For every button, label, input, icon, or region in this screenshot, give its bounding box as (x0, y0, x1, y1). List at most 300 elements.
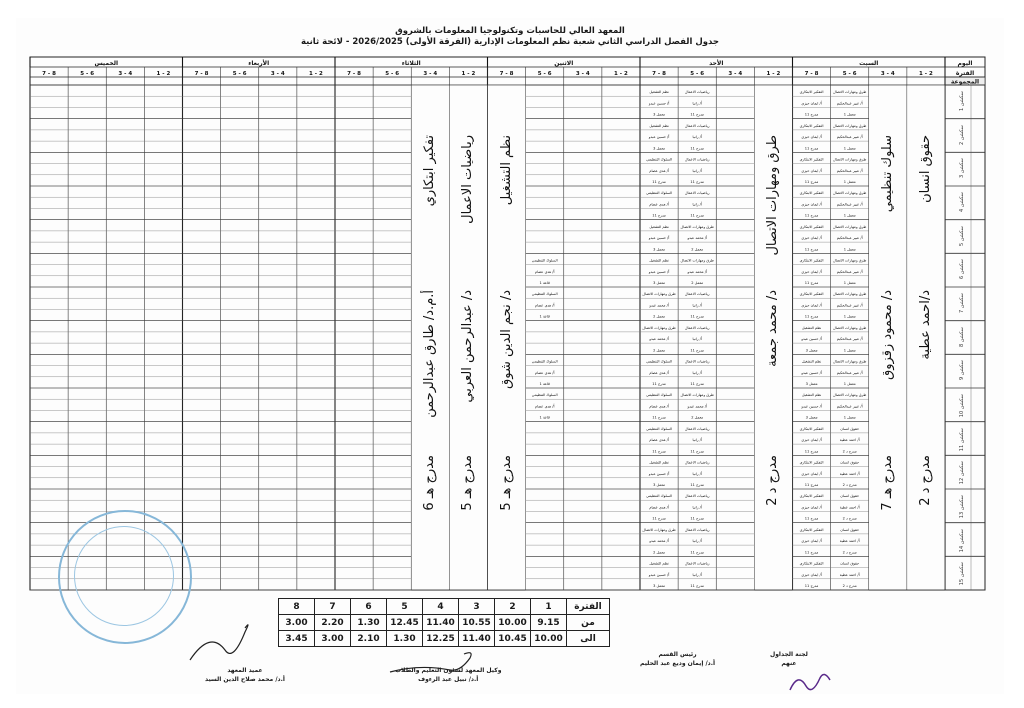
lab-entry-line: حقوق انسان (840, 460, 860, 465)
lecture-course: حقوق انسان (917, 135, 933, 203)
period-range: 4 - 3 (728, 71, 743, 77)
period-range: 4 - 3 (118, 71, 133, 77)
lab-entry-line: معمل 1 (843, 146, 856, 151)
period-range: 8 - 7 (499, 71, 514, 77)
lab-entry-line: رياضيات الاعمال (684, 561, 710, 566)
lab-entry-line: أ/ حسين عبدو (801, 370, 822, 375)
day-name: الثلاثاء (401, 60, 421, 67)
lab-entry-line: التفكير الابتكاري (799, 460, 824, 465)
section-label: سكشن 12 (959, 461, 965, 485)
period-range: 6 - 5 (842, 71, 857, 77)
day-name: السبت (859, 60, 879, 67)
lecture-course: نظم التشغيل (498, 135, 514, 206)
lab-entry-line: السلوك التنظيمي (646, 359, 672, 364)
period-range: 6 - 5 (80, 71, 95, 77)
lab-entry-line: أ/ حسين عبدو (648, 236, 670, 241)
lab-entry-line: نظم التشغيل (649, 561, 669, 566)
lab-entry-line: أ/ هدي عصام (649, 404, 669, 409)
lecture-lecturer: د/ عبدالرحمن العربي (460, 290, 476, 403)
lab-entry-line: أ/ رانيا (692, 168, 702, 173)
lab-entry-line: أ/ رانيا (692, 337, 702, 342)
period-range: 4 - 3 (880, 71, 895, 77)
lab-entry-line: أ/ حسين عبدو (648, 572, 670, 577)
lab-entry-line: أ/ ايمان حيزي (801, 135, 822, 140)
lab-entry-line: أ/ محمد عبدو (687, 236, 707, 241)
section-label: سكشن 13 (959, 495, 965, 519)
period-times-table (278, 598, 610, 647)
lab-entry-line: أ/ حسين عبدو (801, 337, 822, 342)
lab-entry-line: أ/ احمد عطية (839, 572, 860, 577)
lab-entry-line: معمل 3 (805, 382, 818, 386)
times-to-row (279, 631, 610, 647)
lab-entry-line: مدرج 11 (652, 415, 666, 420)
lab-entry-line: أ/ رانيا (692, 202, 702, 207)
signature-title: وكيل المعهد لشئون التعليم والطلاب (395, 667, 502, 674)
lab-entry-line: مدرج 11 (652, 516, 666, 521)
lab-entry-line: مدرج 11 (690, 483, 704, 487)
lab-entry-line: أ/ رانيا (692, 101, 702, 106)
lab-entry-line: معمل 3 (653, 247, 666, 252)
group-label: المجموعة (950, 78, 980, 86)
lab-entry-line: التفكير الابتكاري (799, 90, 824, 95)
section-label: سكشن 11 (959, 427, 965, 451)
lab-entry-line: معمل 1 (843, 112, 856, 117)
lecture-course: طرق ومهارات الاتصال (765, 135, 781, 256)
lecture-room: مدرج هـ 6 (422, 455, 438, 511)
lab-entry-line: طرق ومهارات الاتصال (833, 224, 867, 229)
lab-entry-line: أ/ ايمان حيزي (801, 101, 822, 106)
section-label: سكشن 6 (959, 259, 965, 280)
times-period: 5 (387, 599, 423, 615)
lab-entry-line: مدرج 11 (690, 550, 704, 555)
lab-entry-line: أ/ هدي عصام (534, 303, 555, 308)
lab-entry-line: رياضيات الاعمال (684, 460, 710, 465)
lab-entry-line: أ/ رانيا (692, 572, 702, 577)
lecture-lecturer: د/ محمود زقزوق (879, 290, 895, 380)
time-from: 2.20 (315, 615, 351, 631)
lecture-room: مدرج هـ 5 (460, 455, 476, 511)
period-range: 6 - 5 (385, 71, 400, 77)
lab-entry-line: قاعة 1 (539, 382, 550, 386)
section-label: سكشن 14 (959, 528, 965, 552)
lab-entry-line: التفكير الابتكاري (799, 123, 824, 128)
lab-entry-line: أ/ عبير عبدالحكيم (836, 168, 863, 173)
lab-entry-line: طرق ومهارات الاتصال (833, 191, 867, 196)
lab-entry-line: أ/ احمد عطية (839, 471, 860, 476)
section-label: سكشن 3 (959, 158, 965, 179)
lab-entry-line: أ/ رانيا (692, 370, 702, 375)
lecture-lecturer: د/ نجم الدين شوق (498, 290, 514, 389)
times-period: 1 (531, 599, 567, 615)
lab-entry-line: أ/ ايمان حيزي (801, 505, 822, 510)
times-from-row (279, 615, 610, 631)
signature-name: عنهم (781, 660, 797, 667)
lab-entry-line: أ/ رانيا (692, 303, 702, 308)
lab-entry-line: أ/ حسين عبدو (648, 135, 670, 140)
lab-entry-line: أ/ رانيا (692, 135, 702, 140)
section-label: سكشن 4 (959, 192, 965, 212)
lab-entry-line: مدرج 11 (652, 213, 666, 218)
signature-dean (205, 666, 285, 684)
time-to: 3.00 (315, 631, 351, 647)
day-name: الخميس (94, 60, 119, 67)
lab-entry-line: معمل 1 (843, 180, 856, 184)
lab-entry-line: أ/ هدي عصام (649, 505, 669, 510)
lab-entry-line: معمل 1 (843, 314, 856, 319)
lab-entry-line: طرق ومهارات الاتصال (642, 325, 676, 330)
section-label: سكشن 5 (959, 225, 965, 246)
lab-entry-line: مدرج د 2 (842, 483, 857, 487)
time-from: 3.00 (279, 615, 315, 631)
lab-entry-line: السلوك التنظيمي (531, 258, 558, 263)
period-range: 2 - 1 (156, 71, 171, 77)
section-label: سكشن 1 (959, 91, 965, 111)
lab-entry-line: التفكير الابتكاري (799, 561, 824, 566)
lab-entry-line: أ/ ايمان حيزي (801, 303, 822, 308)
lab-entry-line: رياضيات الاعمال (684, 191, 710, 196)
lab-entry-line: مدرج 11 (804, 213, 819, 218)
lab-entry-line: أ/ ايمان حيزي (801, 269, 822, 274)
times-period: 8 (279, 599, 315, 615)
period-range: 2 - 1 (919, 71, 933, 77)
lab-entry-line: قاعة 1 (539, 314, 550, 319)
signature-title: رئيس القسم (658, 651, 697, 658)
lab-entry-line: مدرج د 2 (842, 550, 857, 555)
period-range: 2 - 1 (309, 71, 323, 77)
lab-entry-line: أ/ ايمان حيزي (801, 438, 822, 443)
lab-entry-line: أ/ محمد عبدو (687, 404, 707, 409)
period-label: الفترة (955, 70, 975, 77)
times-header-row (279, 599, 610, 615)
lab-entry-line: أ/ عبير عبدالحكيم (836, 370, 863, 375)
lab-entry-line: أ/ رانيا (692, 539, 702, 544)
lab-entry-line: مدرج 11 (690, 382, 704, 386)
lab-entry-line: حقوق انسان (840, 561, 860, 566)
lab-entry-line: أ/ عبير عبدالحكيم (836, 135, 863, 140)
lab-entry-line: مدرج 11 (652, 449, 666, 454)
lab-entry-line: مدرج 11 (690, 146, 704, 151)
lab-entry-line: السلوك التنظيمي (646, 494, 672, 499)
times-period-label: الفترة (567, 599, 610, 615)
lab-entry-line: التفكير الابتكاري (799, 527, 824, 532)
lab-entry-line: حقوق انسان (840, 527, 860, 532)
lab-entry-line: مدرج د 2 (842, 449, 857, 454)
period-range: 4 - 3 (423, 71, 438, 77)
times-period: 4 (423, 599, 459, 615)
lab-entry-line: مدرج 11 (690, 449, 704, 454)
lab-entry-line: مدرج 11 (690, 348, 704, 353)
lab-entry-line: رياضيات الاعمال (684, 359, 710, 364)
lab-entry-line: أ/ حسين عبدو (648, 471, 670, 476)
lab-entry-line: أ/ ايمان حيزي (801, 539, 822, 544)
section-label: سكشن 15 (959, 562, 965, 586)
lab-entry-line: مدرج 11 (690, 180, 704, 184)
lab-entry-line: طرق ومهارات الاتصال (833, 90, 867, 95)
lab-entry-line: معمل 1 (843, 281, 856, 285)
lecture-room: مدرج د 2 (765, 455, 781, 506)
lab-entry-line: أ/ احمد عطية (839, 438, 860, 443)
lab-entry-line: طرق ومهارات الاتصال (642, 292, 676, 297)
lab-entry-line: أ/ هدي عصام (649, 370, 669, 375)
lab-entry-line: أ/ هدي عصام (534, 269, 555, 274)
lab-entry-line: حقوق انسان (840, 494, 860, 499)
lab-entry-line: التفكير الابتكاري (799, 292, 824, 297)
lab-entry-line: نظم التشغيل (801, 325, 822, 330)
lab-entry-line: معمل 2 (691, 281, 704, 285)
lab-entry-line: التفكير الابتكاري (799, 191, 824, 196)
lab-entry-line: طرق ومهارات الاتصال (833, 123, 867, 128)
lab-entry-line: أ/ رانيا (692, 438, 702, 443)
institute-name: المعهد العالي للحاسبات وتكنولوجيا المعلومات بالشروق (395, 26, 625, 36)
time-to: 11.40 (459, 631, 495, 647)
lab-entry-line: معمل 1 (843, 213, 856, 218)
times-period: 7 (315, 599, 351, 615)
lecture-course: سلوك تنظيمي (879, 135, 895, 213)
lab-entry-line: رياضيات الاعمال (684, 292, 710, 297)
lab-entry-line: معمل 1 (843, 247, 856, 252)
times-period: 6 (351, 599, 387, 615)
section-label: سكشن 10 (959, 394, 965, 418)
lab-entry-line: معمل 1 (843, 348, 856, 353)
time-to: 10.00 (531, 631, 567, 647)
lab-entry-line: رياضيات الاعمال (684, 90, 710, 95)
time-from: 1.30 (351, 615, 387, 631)
lab-entry-line: مدرج 11 (804, 449, 819, 454)
lab-entry-line: طرق ومهارات الاتصال (833, 359, 867, 364)
lab-entry-line: نظم التشغيل (801, 393, 822, 398)
times-period: 3 (459, 599, 495, 615)
time-to: 10.45 (495, 631, 531, 647)
lab-entry-line: أ/ احمد عطية (839, 539, 860, 544)
lab-entry-line: نظم التشغيل (649, 460, 669, 465)
lecture-lecturer: د/احمد عطية (917, 290, 933, 360)
period-range: 8 - 7 (347, 71, 361, 77)
period-range: 8 - 7 (194, 71, 209, 77)
lab-entry-line: أ/ عبير عبدالحكيم (836, 269, 863, 274)
day-name: الاثنين (554, 60, 574, 67)
lab-entry-line: مدرج د 2 (842, 584, 857, 588)
lecture-room: مدرج هـ 7 (879, 455, 895, 511)
lab-entry-line: أ/ ايمان حيزي (801, 471, 822, 476)
lab-entry-line: قاعة 1 (539, 415, 550, 420)
schedule-title: جدول الفصل الدراسي الثاني شعبة نظم المعلومات الإدارية (الفرقة الأولى) 2026/2025 - لائحة ثانية (300, 37, 720, 47)
lab-entry-line: أ/ حسين عبدو (801, 404, 822, 409)
lecture-room: مدرج هـ 5 (498, 455, 514, 511)
lab-entry-line: مدرج 11 (804, 247, 819, 252)
time-from: 11.40 (423, 615, 459, 631)
day-name: الأحد (709, 60, 724, 67)
period-range: 2 - 1 (614, 71, 628, 77)
period-range: 8 - 7 (42, 71, 56, 77)
lab-entry-line: معمل 3 (653, 146, 666, 151)
signature-committee (770, 650, 808, 668)
lab-entry-line: أ/ هدي عصام (649, 438, 669, 443)
lab-entry-line: معمل 2 (691, 247, 704, 252)
lab-entry-line: نظم التشغيل (801, 359, 822, 364)
lab-entry-line: طرق ومهارات الاتصال (833, 292, 867, 297)
lab-entry-line: أ/ محمد عبدو (649, 303, 669, 308)
day-label: اليوم (957, 60, 973, 67)
day-name: الأربعاء (248, 60, 270, 67)
lab-entry-line: رياضيات الاعمال (684, 157, 710, 162)
section-label: سكشن 8 (959, 326, 965, 347)
lab-entry-line: مدرج 11 (652, 382, 666, 386)
period-range: 8 - 7 (804, 71, 819, 77)
lab-entry-line: مدرج 11 (804, 550, 819, 555)
time-from: 9.15 (531, 615, 567, 631)
signature-name: أ.د/ نبيل عبد الرءوف (418, 676, 479, 683)
lab-entry-line: السلوك التنظيمي (531, 292, 558, 297)
lab-entry-line: طرق ومهارات الاتصال (833, 393, 867, 398)
lab-entry-line: أ/ ايمان حيزي (801, 236, 822, 241)
lab-entry-line: رياضيات الاعمال (684, 426, 710, 431)
signature-dept-head (640, 650, 715, 668)
lab-entry-line: أ/ محمد عبدو (649, 539, 669, 544)
lab-entry-line: السلوك التنظيمي (646, 191, 672, 196)
lab-entry-line: التفكير الابتكاري (799, 224, 824, 229)
lab-entry-line: أ/ هدي عصام (649, 202, 669, 207)
lab-entry-line: معمل 2 (653, 348, 666, 353)
lab-entry-line: طرق ومهارات الاتصال (680, 258, 714, 263)
lab-entry-line: أ/ عبير عبدالحكيم (836, 101, 863, 106)
lab-entry-line: مدرج 11 (804, 281, 819, 285)
lab-entry-line: أ/ محمد عبدو (687, 269, 707, 274)
lab-entry-line: أ/ ايمان حيزي (801, 168, 822, 173)
lab-entry-line: نظم التشغيل (649, 224, 669, 229)
lab-entry-line: السلوك التنظيمي (646, 426, 672, 431)
lab-entry-line: مدرج 11 (804, 584, 819, 588)
lab-entry-line: السلوك التنظيمي (646, 157, 672, 162)
lab-entry-line: معمل 3 (805, 415, 818, 420)
lab-entry-line: مدرج 11 (804, 146, 819, 151)
period-range: 2 - 1 (766, 71, 781, 77)
period-range: 6 - 5 (537, 71, 552, 77)
lab-entry-line: مدرج 11 (690, 213, 704, 218)
lab-entry-line: رياضيات الاعمال (684, 325, 710, 330)
signature-name: أ.د/ محمد صلاح الدين السيد (205, 676, 285, 683)
lab-entry-line: رياضيات الاعمال (684, 527, 710, 532)
lab-entry-line: مدرج 11 (652, 180, 666, 184)
time-to: 3.45 (279, 631, 315, 647)
lab-entry-line: مدرج 11 (690, 516, 704, 521)
period-range: 6 - 5 (232, 71, 247, 77)
lab-entry-line: مدرج 11 (804, 314, 819, 319)
lab-entry-line: معمل 1 (843, 382, 856, 386)
lab-entry-line: أ/ عبير عبدالحكيم (836, 202, 863, 207)
lab-entry-line: التفكير الابتكاري (799, 258, 824, 263)
lab-entry-line: مدرج 11 (690, 584, 704, 588)
signature-title: عميد المعهد (227, 667, 263, 674)
lab-entry-line: مدرج 11 (690, 112, 704, 117)
lab-entry-line: التفكير الابتكاري (799, 426, 824, 431)
lab-entry-line: طرق ومهارات الاتصال (680, 224, 714, 229)
lab-entry-line: مدرج 11 (804, 516, 819, 521)
period-range: 4 - 3 (575, 71, 590, 77)
lab-entry-line: أ/ احمد عطية (839, 505, 860, 510)
section-label: سكشن 2 (959, 124, 965, 145)
period-range: 8 - 7 (652, 71, 666, 77)
lab-entry-line: مدرج 11 (804, 180, 819, 184)
lab-entry-line: معمل 2 (653, 550, 666, 555)
time-to: 12.25 (423, 631, 459, 647)
lecture-room: مدرج د 2 (917, 455, 933, 506)
lab-entry-line: مدرج 11 (804, 483, 819, 487)
lab-entry-line: التفكير الابتكاري (799, 494, 824, 499)
section-label: سكشن 7 (959, 293, 965, 313)
lab-entry-line: معمل 3 (653, 112, 666, 117)
lab-entry-line: معمل 2 (653, 314, 666, 319)
lab-entry-line: معمل 2 (691, 415, 704, 420)
lab-entry-line: معمل 3 (653, 483, 666, 487)
lab-entry-line: طرق ومهارات الاتصال (833, 325, 867, 330)
institute-stamp (58, 510, 192, 644)
lab-entry-line: طرق ومهارات الاتصال (642, 527, 676, 532)
lab-entry-line: أ/ محمد عبدو (649, 337, 669, 342)
time-from: 10.55 (459, 615, 495, 631)
lab-entry-line: أ/ عبير عبدالحكيم (836, 404, 863, 409)
lab-entry-line: أ/ عبير عبدالحكيم (836, 337, 863, 342)
period-range: 4 - 3 (270, 71, 285, 77)
lab-entry-line: رياضيات الاعمال (684, 123, 710, 128)
signature-title: لجنة الجداول (770, 651, 808, 658)
lecture-course: تفكير ابتكاري (422, 135, 438, 207)
lab-entry-line: قاعة 1 (539, 281, 550, 285)
lab-entry-line: طرق ومهارات الاتصال (833, 157, 867, 162)
lab-entry-line: التفكير الابتكاري (799, 157, 824, 162)
lecture-course: رياضيات الاعمال (460, 135, 476, 224)
lab-entry-line: نظم التشغيل (649, 90, 669, 95)
times-period: 2 (495, 599, 531, 615)
lab-entry-line: السلوك التنظيمي (646, 393, 672, 398)
lab-entry-line: مدرج 11 (690, 314, 704, 319)
lab-entry-line: أ/ رانيا (692, 505, 702, 510)
lab-entry-line: أ/ ايمان حيزي (801, 572, 822, 577)
lab-entry-line: أ/ هدي عصام (649, 168, 669, 173)
lab-entry-line: السلوك التنظيمي (531, 359, 558, 364)
time-to: 2.10 (351, 631, 387, 647)
lab-entry-line: أ/ رانيا (692, 471, 702, 476)
lab-entry-line: نظم التشغيل (649, 123, 669, 128)
lab-entry-line: أ/ حسين عبدو (648, 269, 670, 274)
period-range: 2 - 1 (461, 71, 476, 77)
lab-entry-line: معمل 3 (805, 348, 818, 353)
lab-entry-line: مدرج 11 (804, 112, 819, 117)
section-label: سكشن 9 (959, 360, 965, 381)
lab-entry-line: أ/ ايمان حيزي (801, 202, 822, 207)
lab-entry-line: أ/ هدي عصام (534, 404, 555, 409)
lab-entry-line: أ/ هدي عصام (534, 370, 555, 375)
lab-entry-line: مدرج د 2 (842, 516, 857, 521)
lab-entry-line: أ/ حسين عبدو (648, 101, 670, 106)
lecture-lecturer: أ.م.د/ طارق عبدالرحمن (422, 290, 438, 418)
lab-entry-line: رياضيات الاعمال (684, 494, 710, 499)
signature-name: أ.د/ إيمان وديع عبد الحليم (640, 660, 716, 667)
time-to: 1.30 (387, 631, 423, 647)
lab-entry-line: طرق ومهارات الاتصال (680, 393, 714, 398)
times-to-label: الى (567, 631, 610, 647)
lab-entry-line: أ/ عبير عبدالحكيم (836, 236, 863, 241)
lab-entry-line: معمل 3 (653, 281, 666, 285)
lab-entry-line: طرق ومهارات الاتصال (833, 258, 867, 263)
lab-entry-line: نظم التشغيل (649, 258, 669, 263)
signature-vice-dean (395, 666, 501, 684)
lab-entry-line: معمل 3 (653, 584, 666, 588)
period-range: 6 - 5 (690, 71, 705, 77)
lab-entry-line: السلوك التنظيمي (531, 393, 558, 398)
time-from: 10.00 (495, 615, 531, 631)
times-from-label: من (567, 615, 610, 631)
lab-entry-line: أ/ عبير عبدالحكيم (836, 303, 863, 308)
